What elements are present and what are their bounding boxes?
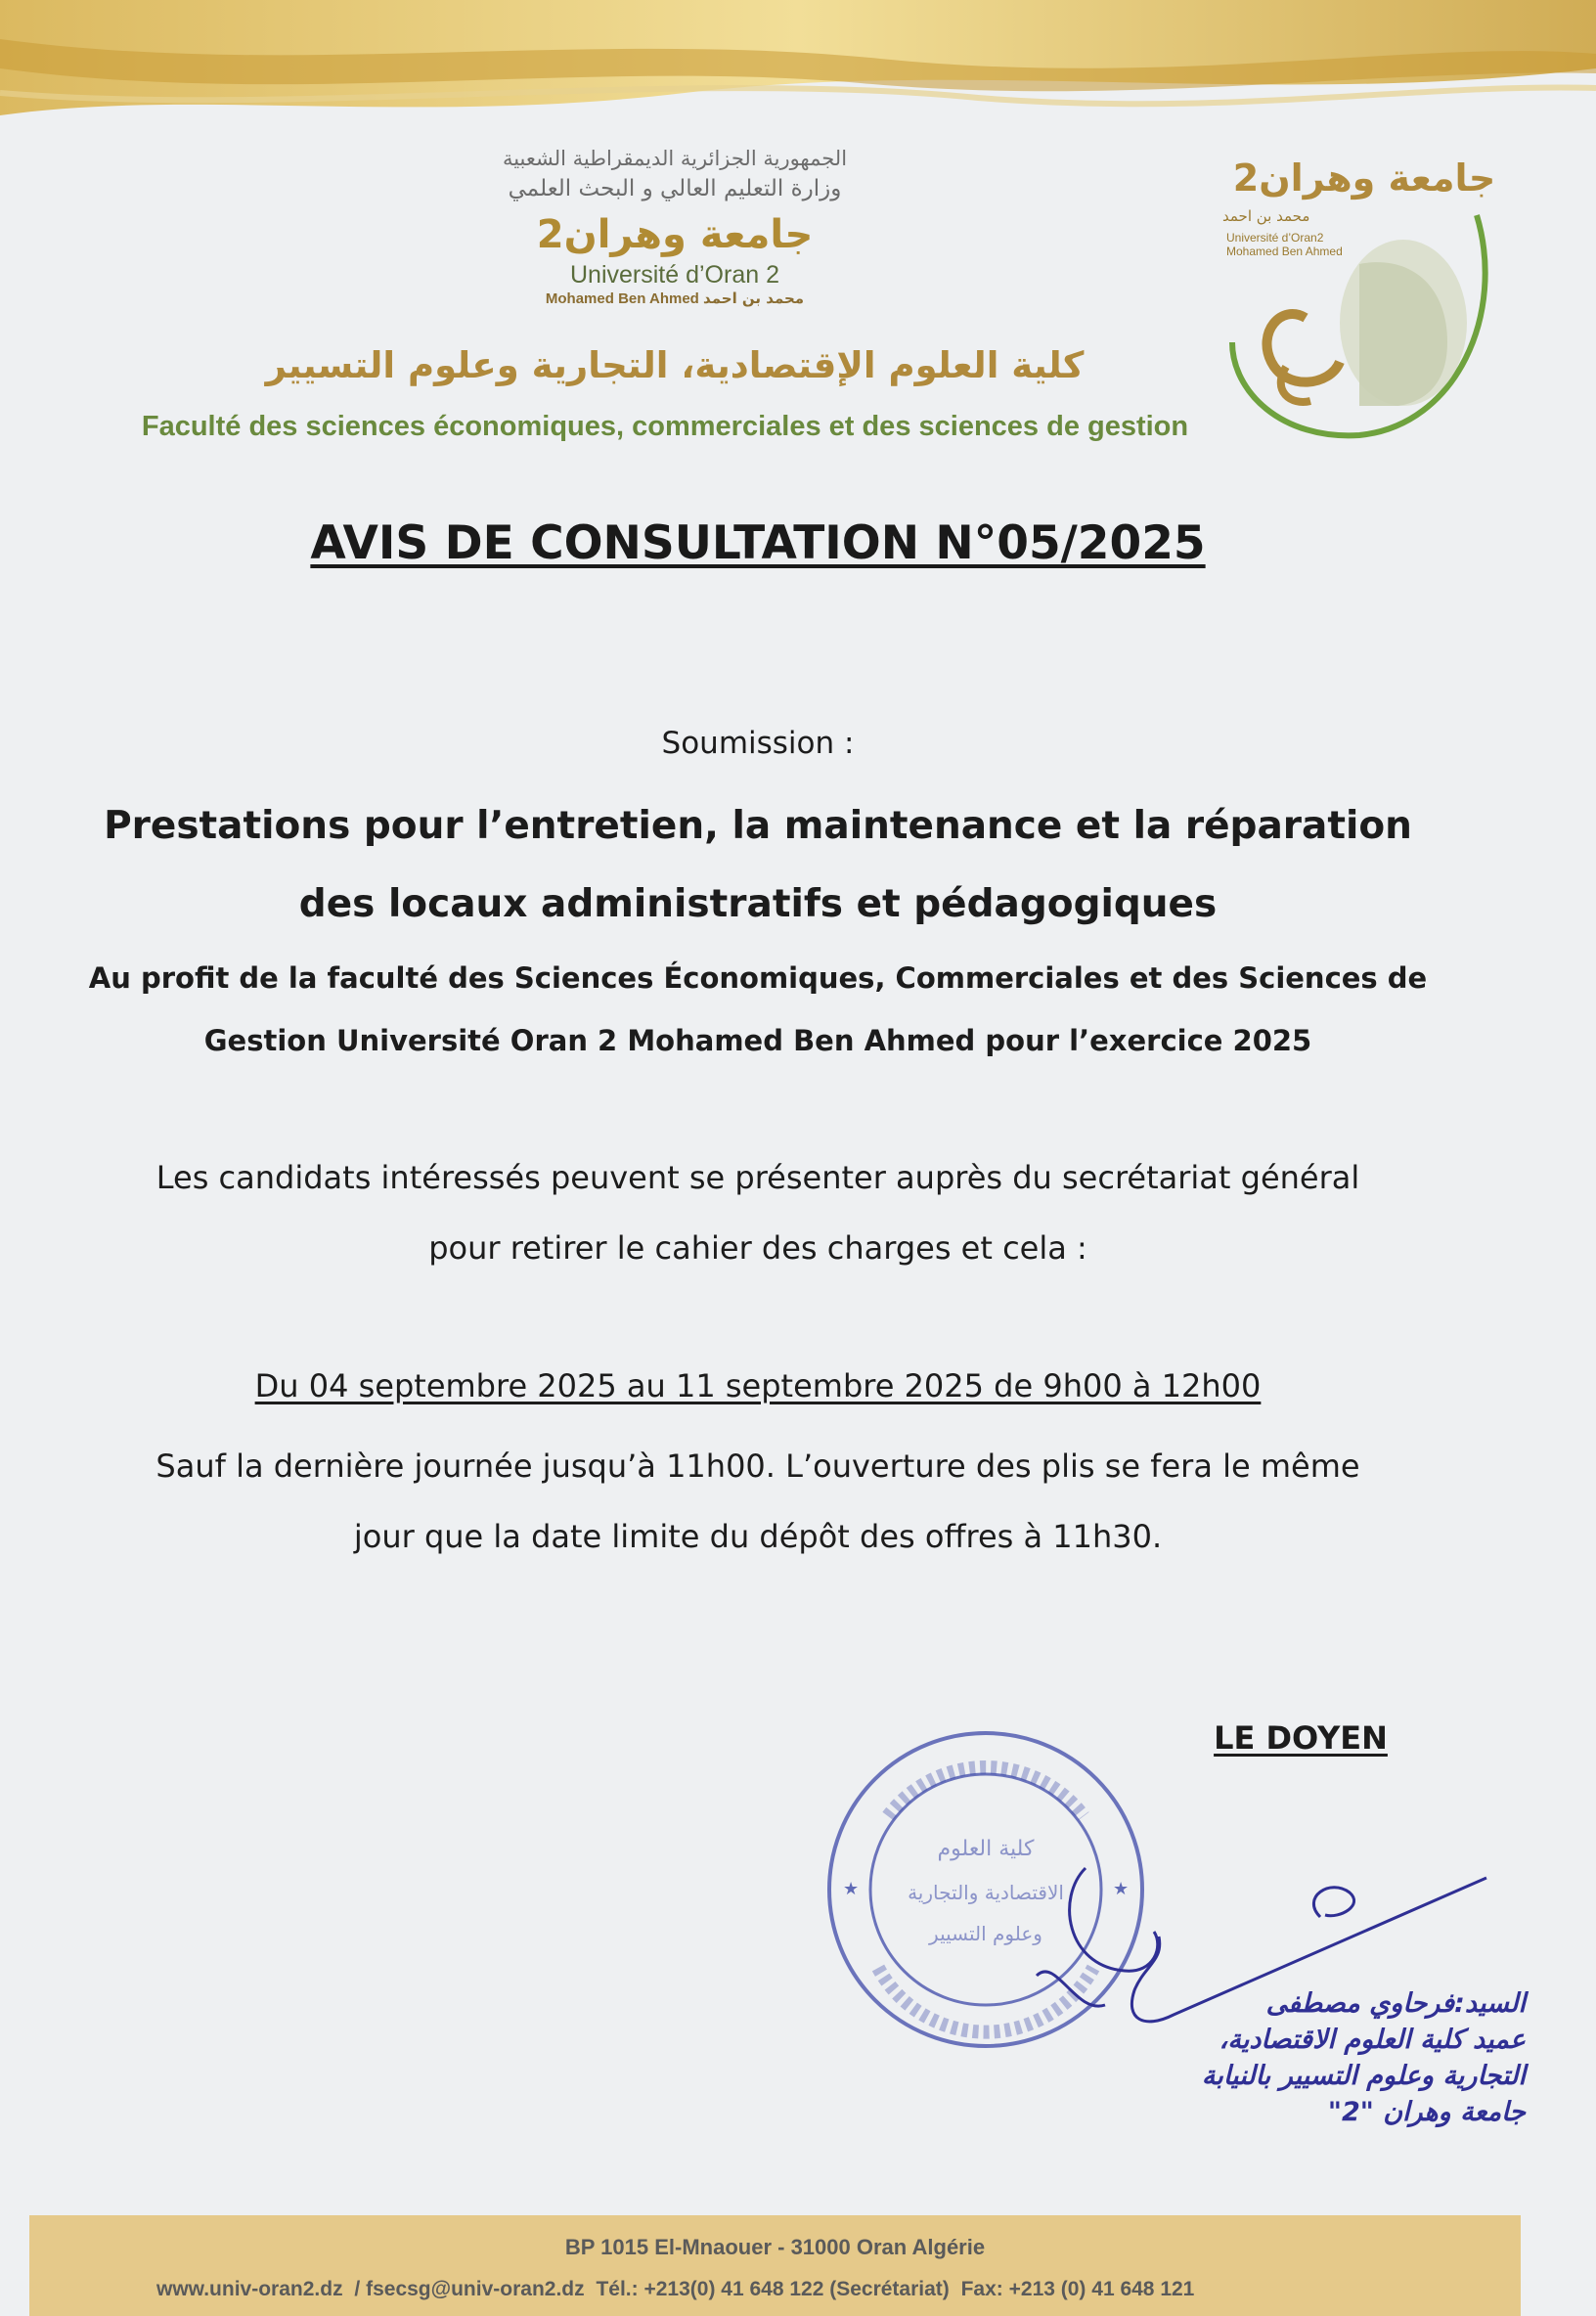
logo-caption-line2: Mohamed Ben Ahmed bbox=[1226, 245, 1343, 258]
footer-fax: Fax: +213 (0) 41 648 121 bbox=[960, 2278, 1195, 2300]
footer-email[interactable]: / fsecsg@univ-oran2.dz bbox=[354, 2278, 585, 2300]
faculty-name-fr: Faculté des sciences économiques, commerciales et des sciences de gestion bbox=[141, 411, 1189, 442]
candidates-text bbox=[88, 1142, 1428, 1283]
svg-text:★: ★ bbox=[843, 1879, 860, 1899]
signatory-block bbox=[1037, 1985, 1526, 2130]
submission-label: Soumission : bbox=[661, 726, 855, 761]
candidates-line1: Les candidats intéressés peuvent se présenter auprès du secrétariat général bbox=[155, 1159, 1360, 1196]
stamp-inner-line1: كلية العلوم bbox=[937, 1837, 1035, 1861]
signatory-role-line1: عميد كلية العلوم الاقتصادية، bbox=[1219, 2025, 1526, 2055]
notice-object-line2: des locaux administratifs et pédagogiques bbox=[298, 882, 1218, 926]
svg-text:★: ★ bbox=[1113, 1879, 1130, 1899]
university-name-ar: جامعة وهران2 bbox=[536, 212, 814, 257]
stamp-inner-line3: وعلوم التسيير bbox=[929, 1922, 1042, 1945]
exception-text bbox=[88, 1431, 1428, 1572]
university-name-fr: Université d’Oran 2 bbox=[570, 261, 779, 289]
exception-line2: jour que la date limite du dépôt des offres à 11h30. bbox=[353, 1518, 1163, 1555]
exception-line1: Sauf la dernière journée jusqu’à 11h00. L’ouverture des plis se fera le même bbox=[155, 1448, 1360, 1485]
logo-caption-line1: Université d’Oran2 bbox=[1226, 231, 1324, 245]
beneficiary-line1: Au profit de la faculté des Sciences Économiques, Commerciales et des Sciences de bbox=[88, 961, 1428, 995]
footer-website[interactable]: www.univ-oran2.dz bbox=[156, 2278, 343, 2300]
notice-object-line1: Prestations pour l’entretien, la maintenance et la réparation bbox=[104, 804, 1412, 848]
beneficiary-line2: Gestion Université Oran 2 Mohamed Ben Ahmed pour l’exercice 2025 bbox=[203, 1024, 1312, 1057]
footer-phone: Tél.: +213(0) 41 648 122 (Secrétariat) bbox=[596, 2278, 950, 2300]
stamp-inner-line2: الاقتصادية والتجارية bbox=[908, 1881, 1064, 1904]
gold-wave-band bbox=[0, 0, 1596, 147]
republic-name-ar: الجمهورية الجزائرية الديمقراطية الشعبية bbox=[502, 147, 848, 170]
header-center-block bbox=[421, 147, 929, 311]
logo-subtitle-ar: محمد بن احمد bbox=[1222, 207, 1310, 225]
logo-name-ar: جامعة وهران2 bbox=[1232, 156, 1496, 200]
beneficiary-text bbox=[88, 947, 1428, 1072]
footer-address: BP 1015 El-Mnaouer - 31000 Oran Algérie bbox=[564, 2235, 986, 2259]
university-subtitle bbox=[421, 290, 929, 311]
footer-band bbox=[29, 2215, 1521, 2316]
signatory-role-line3: جامعة وهران "2" bbox=[1327, 2097, 1526, 2127]
signatory-role-line2: التجارية وعلوم التسيير بالنيابة bbox=[1201, 2061, 1526, 2091]
ministry-name-ar: وزارة التعليم العالي و البحث العلمي bbox=[508, 176, 842, 201]
logo-caption-fr bbox=[1226, 231, 1343, 258]
university-subtitle-fr: Mohamed Ben Ahmed bbox=[545, 290, 699, 307]
notice-object bbox=[88, 787, 1428, 944]
faculty-name-ar: كلية العلوم الإقتصادية، التجارية وعلوم التسيير bbox=[265, 344, 1085, 386]
withdrawal-period: Du 04 septembre 2025 au 11 septembre 2025 de 9h00 à 12h00 bbox=[254, 1367, 1262, 1404]
university-logo bbox=[1213, 147, 1506, 450]
signatory-title: LE DOYEN bbox=[1214, 1719, 1388, 1757]
notice-title: AVIS DE CONSULTATION N°05/2025 bbox=[310, 516, 1206, 570]
signatory-name: السيد:فرحاوي مصطفى bbox=[1265, 1988, 1526, 2019]
university-subtitle-ar: محمد بن احمد bbox=[703, 290, 805, 307]
candidates-line2: pour retirer le cahier des charges et cela : bbox=[428, 1229, 1087, 1267]
footer-contacts bbox=[156, 2278, 1526, 2301]
